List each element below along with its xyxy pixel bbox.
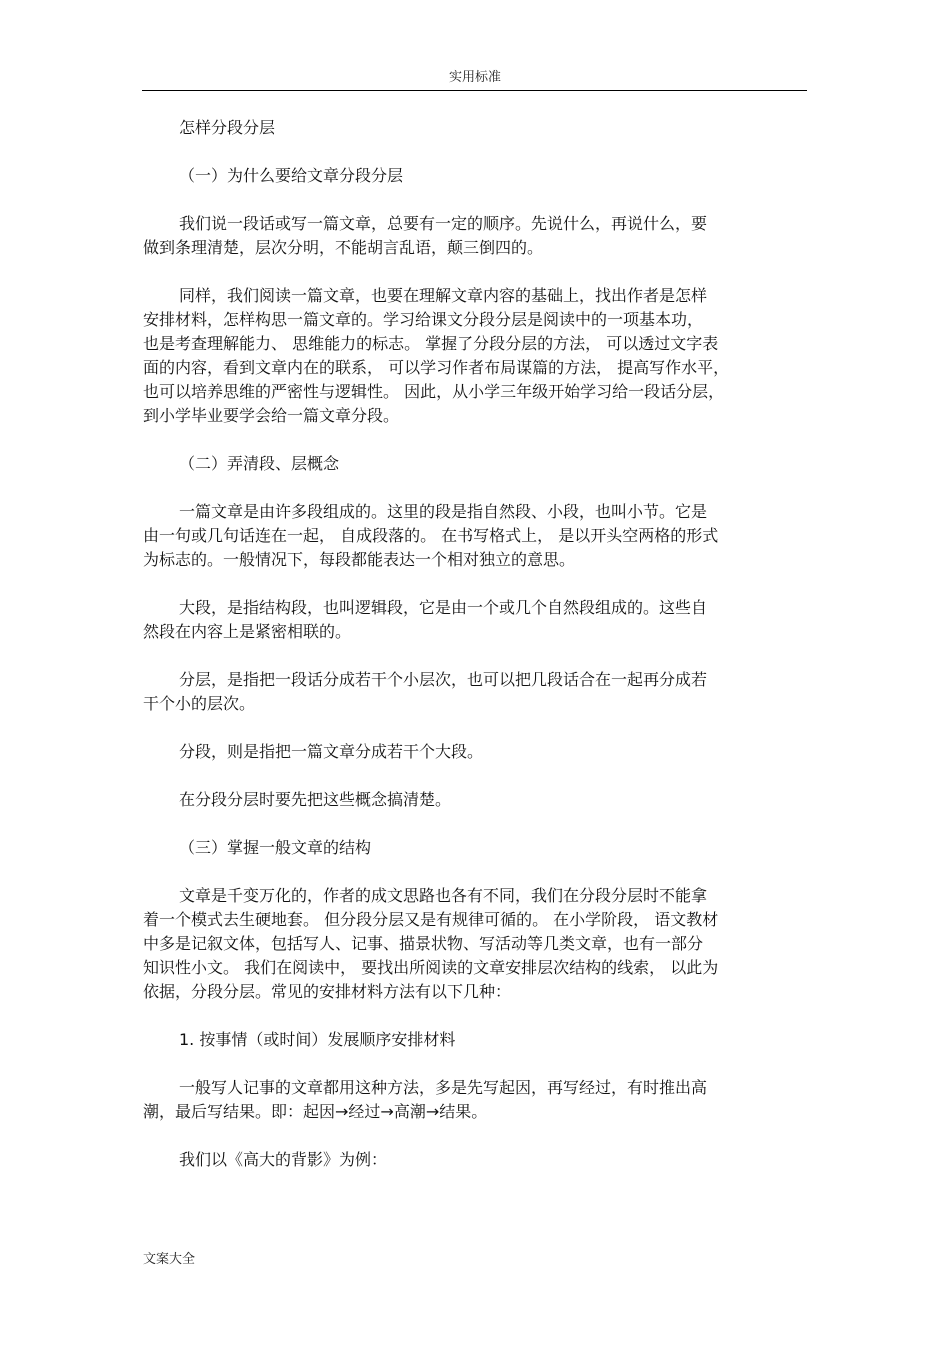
paragraph: 分段，则是指把一篇文章分成若干个大段。	[179, 742, 484, 761]
paragraph: 我们以《高大的背影》为例：	[179, 1150, 388, 1169]
paragraph: 分层，是指把一段话分成若干个小层次，也可以把几段话合在一起再分成若 干个小的层次。	[143, 670, 708, 713]
section-heading-1: （一）为什么要给文章分段分层	[179, 166, 404, 185]
paragraph: 在分段分层时要先把这些概念搞清楚。	[179, 790, 452, 809]
header-divider	[142, 90, 807, 91]
page-footer: 文案大全	[143, 1252, 196, 1267]
list-item-heading-1: 1. 按事情（或时间）发展顺序安排材料	[179, 1030, 456, 1049]
paragraph: 一般写人记事的文章都用这种方法，多是先写起因，再写经过，有时推出高 潮，最后写结果。即：起因→经过→高潮→结果。	[143, 1078, 708, 1121]
page-header: 实用标准	[448, 70, 501, 85]
document-title: 怎样分段分层	[179, 118, 276, 137]
paragraph: 我们说一段话或写一篇文章，总要有一定的顺序。先说什么，再说什么，要 做到条理清楚，层次分明，不能胡言乱语，颠三倒四的。	[143, 214, 708, 257]
section-heading-2: （二）弄清段、层概念	[179, 454, 340, 473]
paragraph: 文章是千变万化的，作者的成文思路也各有不同，我们在分段分层时不能拿 着一个模式去生硬地套。 但分段分层又是有规律可循的。 在小学阶段， 语文教材 中多是记叙文体，包括写人、记事、描景状物、写活动等几类文章，也有一部分 知识性小文。 我们在阅读中， 要找出所阅读的文章安排层次结构的线索， 以此为 依据，分段分层。常见的安排材料方法有以下几种：	[143, 886, 719, 1001]
paragraph: 一篇文章是由许多段组成的。这里的段是指自然段、小段，也叫小节。它是 由一句或几句话连在一起， 自成段落的。 在书写格式上， 是以开头空两格的形式 为标志的。一般情况下，每段都能表达一个相对独立的意思。	[143, 502, 719, 569]
section-heading-3: （三）掌握一般文章的结构	[179, 838, 372, 857]
paragraph: 大段，是指结构段，也叫逻辑段，它是由一个或几个自然段组成的。这些自 然段在内容上是紧密相联的。	[143, 598, 708, 641]
paragraph: 同样，我们阅读一篇文章，也要在理解文章内容的基础上，找出作者是怎样 安排材料，怎样构思一篇文章的。学习给课文分段分层是阅读中的一项基本功， 也是考查理解能力、 思维能力的标志。 掌握了分段分层的方法， 可以透过文字表 面的内容，看到文章内在的联系， 可以学习作者布局谋篇的方法， 提高写作水平， 也可以培养思维的严密性与逻辑性。 因此，从小学三年级开始学习给一段话分层， 到小学毕业要学会给一篇文章分段。	[143, 286, 730, 425]
document-body	[143, 116, 808, 1196]
